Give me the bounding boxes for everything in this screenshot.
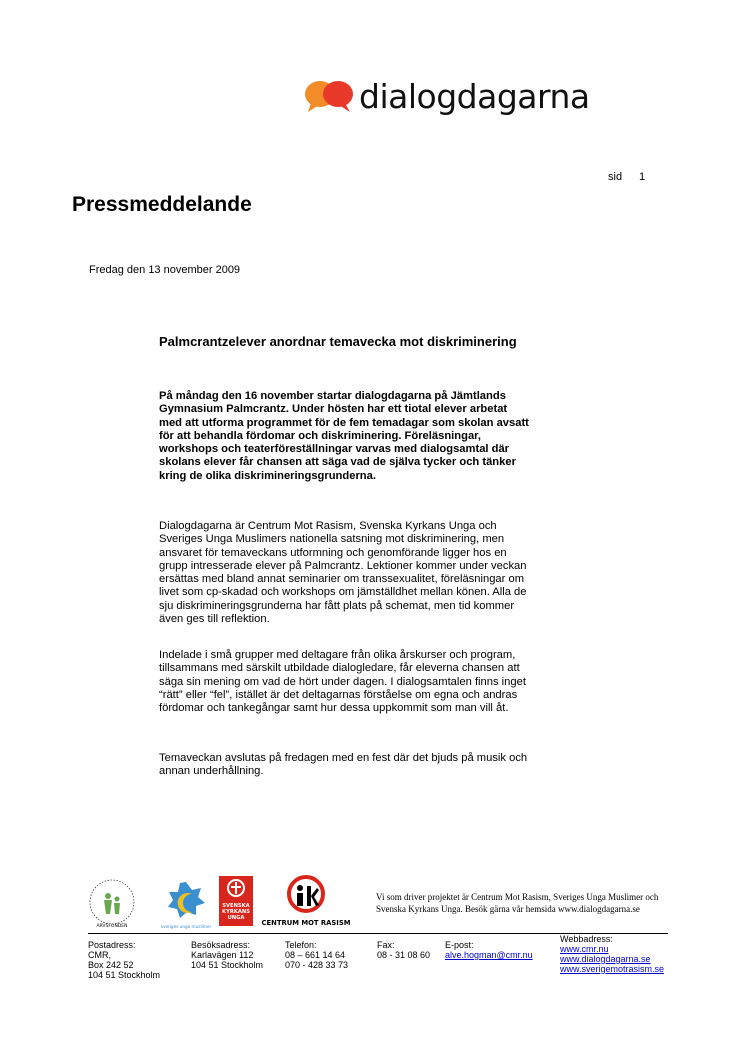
sum-label: sveriges unga muslimer [160,924,212,929]
web-link[interactable]: www.dialogdagarna.se [560,954,651,964]
email-link[interactable]: alve.hogman@cmr.nu [445,950,533,960]
partner-logos [88,872,368,930]
speech-bubbles-icon [303,78,355,114]
phone-line: 08 – 661 14 64 [285,950,346,960]
arvsfonden-label: ARVSFONDEN [96,924,128,929]
phone-label: Telefon: [285,940,317,950]
article-lead: På måndag den 16 november startar dialogdagarna på Jämtlands Gymnasium Palmcrantz. Under hösten har ett tiotal elever arbetat med att utforma programmet för de fem temadagar som skolan avsatt för att behandla fördomar och diskriminering. Föreläsningar, workshops och teaterföreställningar varvas med dialogsamtal där skolans elever får chansen att säga vad de själva tycker och tänker kring de olika diskrimineringsgrunderna. [159,390,529,482]
postal-address [88,940,160,980]
arvsfonden-logo [90,880,134,929]
phone-numbers [285,940,348,970]
article-paragraph: Temaveckan avslutas på fredagen med en fest där det bjuds på musik och annan underhållning. [159,752,528,778]
fax-label: Fax: [377,940,395,950]
web-addresses [560,934,664,974]
cmr-label: CENTRUM MOT RASISM [261,919,351,927]
visit-line: 104 51 Stockholm [191,960,264,970]
sku-line: UNGA [227,915,245,921]
phone-line: 070 - 428 33 73 [285,960,349,970]
article-headline: Palmcrantzelever anordnar temavecka mot diskriminering [159,334,517,349]
fax [377,940,430,960]
postal-line: 104 51 Stockholm [88,970,161,980]
email [445,940,533,960]
web-label: Webbadress: [560,934,613,944]
page-label: sid [608,171,623,183]
centrum-mot-rasism-logo [262,877,351,927]
web-link[interactable]: www.sverigemotrasism.se [560,964,665,974]
article-paragraph: Dialogdagarna är Centrum Mot Rasism, Svenska Kyrkans Unga och Sveriges Unga Muslimers nationella satsning mot diskriminering, men ansvaret för temaveckans utformning och genomförande ligger hos en grupp intresserade elever på Palmcrantz. Lektioner kommer under veckan ersättas med bland annat seminarier om transsexualitet, föreläsningar om livet som cp-skadad och workshops om jämställdhet mellan könen. Alla de sju diskrimineringsgrunderna har fått plats på schemat, men tid kommer även ges till reflektion. [159,520,527,626]
page-number: 1 [639,171,646,183]
visit-address [191,940,263,970]
date-line: Fredag den 13 november 2009 [89,264,241,276]
fax-value: 08 - 31 08 60 [377,950,431,960]
sveriges-unga-muslimer-logo [161,882,212,929]
svenska-kyrkans-unga-logo [219,876,253,926]
visit-label: Besöksadress: [191,940,251,950]
postal-line: Box 242 52 [88,960,134,970]
sku-line: SVENSKA [222,903,250,909]
article-paragraph: Indelade i små grupper med deltagare från olika årskurser och program, tillsammans med särskilt utbildade dialogledare, får eleverna chansen att säga sin mening om vad de hört under dagen. I dialogsamtalen finns inget “rätt” eller “fel”, istället är det deltagarnas förståelse om egna och andras fördomar och tankegångar samt hur dessa uppkommit som man vill åt. [159,649,526,715]
page-title: Pressmeddelande [72,193,252,216]
dialogdagarna-logo [303,76,590,116]
email-label: E-post: [445,940,474,950]
visit-line: Karlavägen 112 [191,950,254,960]
logo-wordmark: dialogdagarna [359,76,590,116]
postal-label: Postadress: [88,940,136,950]
sku-line: KYRKANS [222,909,250,915]
web-link[interactable]: www.cmr.nu [560,944,609,954]
postal-line: CMR, [88,950,111,960]
footer-note: Vi som driver projektet är Centrum Mot Rasism, Sveriges Unga Muslimer och Svenska Kyrkans Unga. Besök gärna vår hemsida www.dialogdagarna.se [376,892,659,914]
